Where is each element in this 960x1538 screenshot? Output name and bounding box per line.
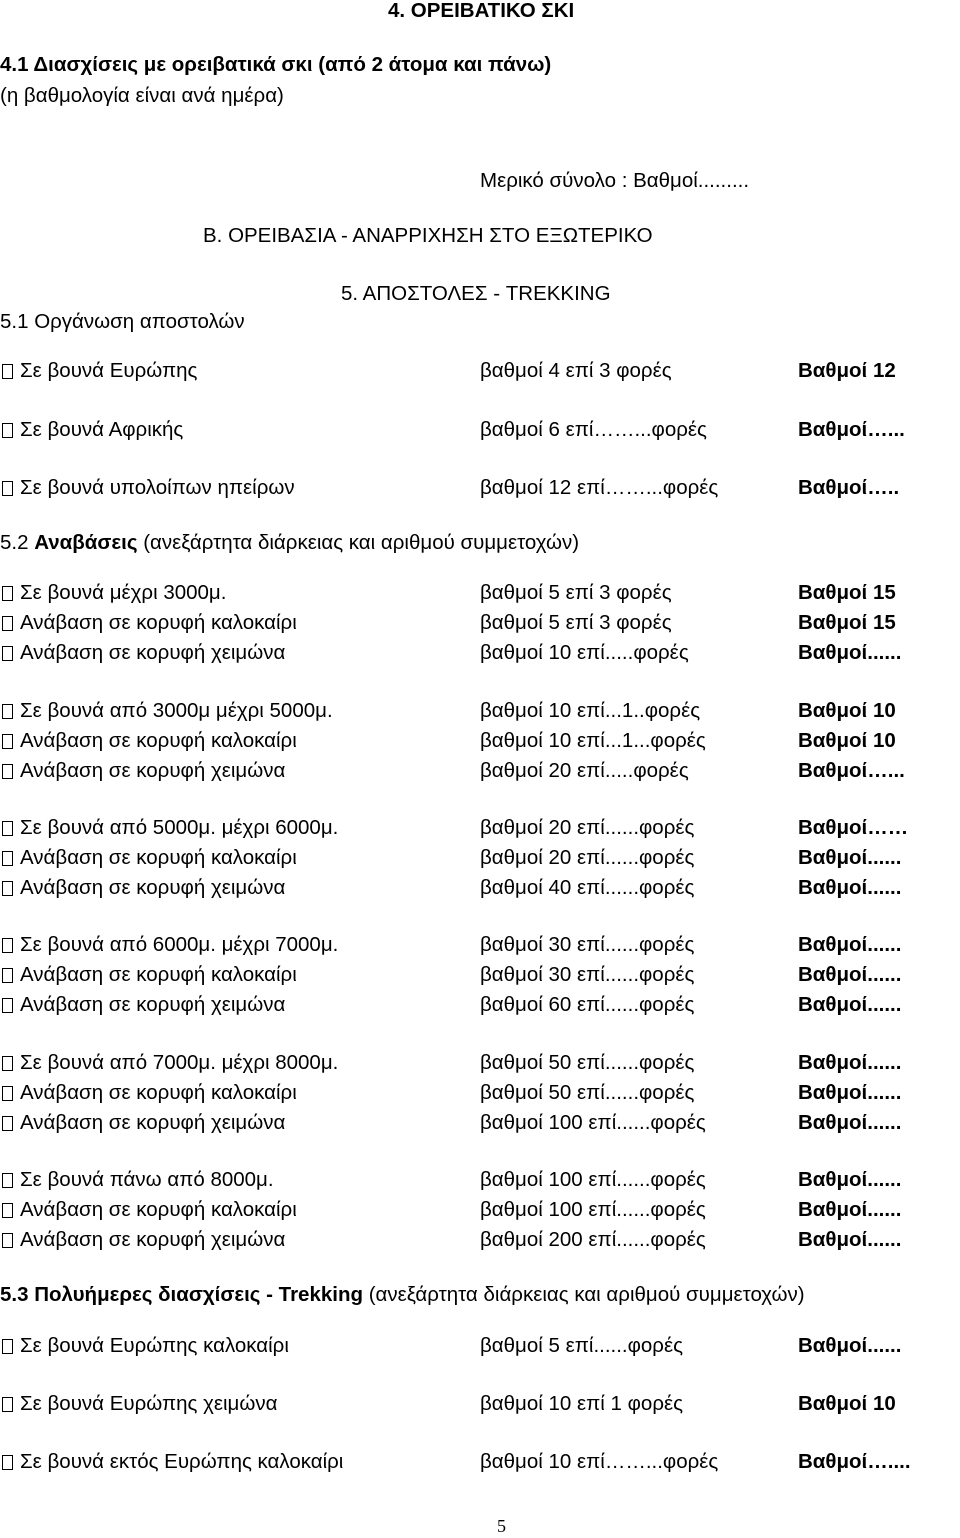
row-label [0,583,226,604]
row-label [0,361,197,382]
checkbox-bullet-icon [2,423,13,438]
checkbox-bullet-icon [2,968,13,983]
row-label-text: Ανάβαση σε κορυφή χειμώνα [20,1111,286,1134]
row-label-text: Ανάβαση σε κορυφή χειμώνα [20,876,286,899]
list-item [0,761,960,785]
row-formula: βαθμοί 100 επί......φορές [480,1111,706,1134]
checkbox-bullet-icon [2,821,13,836]
row-label-text: Σε βουνά από 7000μ. μέχρι 8000μ. [20,1051,339,1074]
row-result: Βαθμοί….... [798,1450,911,1473]
row-label-text: Ανάβαση σε κορυφή καλοκαίρι [20,1198,297,1221]
row-label [0,878,285,899]
row-label [0,1200,297,1221]
s41-title: 4.1 Διασχίσεις με ορειβατικά σκι (από 2 άτομα και πάνω) [0,53,552,76]
row-label-text: Ανάβαση σε κορυφή καλοκαίρι [20,1081,297,1104]
row-label-text: Ανάβαση σε κορυφή καλοκαίρι [20,729,297,752]
section4-title: 4. ΟΡΕΙΒΑΤΙΚΟ ΣΚΙ [388,0,575,22]
checkbox-bullet-icon [2,1397,13,1412]
row-result: Βαθμοί 10 [798,699,896,722]
list-item [0,965,960,989]
row-label-text: Σε βουνά Ευρώπης [20,359,198,382]
checkbox-bullet-icon [2,616,13,631]
row-label-text: Σε βουνά Ευρώπης καλοκαίρι [20,1334,289,1357]
row-label [0,761,285,782]
row-label [0,1170,274,1191]
row-formula: βαθμοί 30 επί......φορές [480,963,695,986]
list-item [0,701,960,725]
row-label [0,701,333,722]
row-result: Βαθμοί...... [798,933,902,956]
row-result: Βαθμοί 10 [798,1392,896,1415]
list-item [0,613,960,637]
row-label-text: Ανάβαση σε κορυφή χειμώνα [20,1228,286,1251]
row-formula: βαθμοί 40 επί......φορές [480,876,695,899]
list-item [0,935,960,959]
row-formula: βαθμοί 5 επί 3 φορές [480,611,672,634]
row-result: Βαθμοί...... [798,641,902,664]
row-formula: βαθμοί 10 επί……...φορές [480,1450,719,1473]
s52-number: 5.2 [0,531,29,554]
row-result: Βαθμοί…... [798,759,905,782]
list-item [0,995,960,1019]
row-result: Βαθμοί...... [798,1334,902,1357]
checkbox-bullet-icon [2,998,13,1013]
checkbox-bullet-icon [2,764,13,779]
s52-title [0,533,579,554]
list-item [0,818,960,842]
row-label [0,1336,289,1357]
row-label [0,1083,297,1104]
row-label-text: Ανάβαση σε κορυφή καλοκαίρι [20,611,297,634]
row-label [0,1053,338,1074]
checkbox-bullet-icon [2,1339,13,1354]
row-formula: βαθμοί 100 επί......φορές [480,1168,706,1191]
list-item [0,583,960,607]
row-label [0,995,285,1016]
row-label [0,731,297,752]
row-label [0,613,297,634]
checkbox-bullet-icon [2,1203,13,1218]
list-item [0,1083,960,1107]
row-label [0,935,338,956]
row-formula: βαθμοί 20 επί......φορές [480,816,695,839]
checkbox-bullet-icon [2,1455,13,1470]
list-item [0,1452,960,1476]
row-formula: βαθμοί 20 επί.....φορές [480,759,689,782]
list-item [0,1200,960,1224]
row-result: Βαθμοί...... [798,1051,902,1074]
row-label-text: Ανάβαση σε κορυφή χειμώνα [20,993,286,1016]
list-item [0,1394,960,1418]
row-label-text: Σε βουνά υπολοίπων ηπείρων [20,476,295,499]
row-result: Βαθμοί 15 [798,581,896,604]
list-item [0,1336,960,1360]
subtotal: Μερικό σύνολο : Βαθμοί......... [480,169,750,192]
row-formula: βαθμοί 12 επί……...φορές [480,476,719,499]
row-label-text: Ανάβαση σε κορυφή χειμώνα [20,641,286,664]
row-result: Βαθμοί...... [798,993,902,1016]
row-result: Βαθμοί 10 [798,729,896,752]
s52-title-bold: Αναβάσεις [34,531,138,554]
row-label-text: Σε βουνά εκτός Ευρώπης καλοκαίρι [20,1450,344,1473]
row-result: Βαθμοί….. [798,476,900,499]
row-formula: βαθμοί 20 επί......φορές [480,846,695,869]
section5-title: 5. ΑΠΟΣΤΟΛΕΣ - TREKKING [341,282,611,305]
list-item [0,1230,960,1254]
list-item [0,643,960,667]
list-item [0,420,960,444]
row-result: Βαθμοί...... [798,1081,902,1104]
checkbox-bullet-icon [2,734,13,749]
checkbox-bullet-icon [2,1116,13,1131]
row-formula: βαθμοί 10 επί...1..φορές [480,699,701,722]
checkbox-bullet-icon [2,938,13,953]
row-label-text: Σε βουνά από 5000μ. μέχρι 6000μ. [20,816,339,839]
row-formula: βαθμοί 200 επί......φορές [480,1228,706,1251]
row-label [0,1113,285,1134]
row-label [0,643,285,664]
row-result: Βαθμοί...... [798,1228,902,1251]
row-formula: βαθμοί 10 επί 1 φορές [480,1392,684,1415]
checkbox-bullet-icon [2,1173,13,1188]
checkbox-bullet-icon [2,646,13,661]
row-formula: βαθμοί 5 επί 3 φορές [480,581,672,604]
row-formula: βαθμοί 100 επί......φορές [480,1198,706,1221]
list-item [0,848,960,872]
list-item [0,1113,960,1137]
row-label-text: Σε βουνά Ευρώπης χειμώνα [20,1392,278,1415]
list-item [0,878,960,902]
checkbox-bullet-icon [2,1233,13,1248]
row-result: Βαθμοί...... [798,1198,902,1221]
row-label [0,848,297,869]
s53-title-bold: 5.3 Πολυήμερες διασχίσεις - Trekking [0,1283,363,1306]
row-label-text: Σε βουνά Αφρικής [20,418,184,441]
row-formula: βαθμοί 50 επί......φορές [480,1051,695,1074]
row-formula: βαθμοί 10 επί.....φορές [480,641,689,664]
checkbox-bullet-icon [2,364,13,379]
row-result: Βαθμοί...... [798,963,902,986]
row-label [0,478,295,499]
s51-title: 5.1 Οργάνωση αποστολών [0,310,245,333]
checkbox-bullet-icon [2,1056,13,1071]
row-result: Βαθμοί…… [798,816,909,839]
row-label [0,1452,343,1473]
row-formula: βαθμοί 6 επί……...φορές [480,418,707,441]
list-item [0,478,960,502]
row-formula: βαθμοί 30 επί......φορές [480,933,695,956]
row-label-text: Σε βουνά από 3000μ μέχρι 5000μ. [20,699,333,722]
row-result: Βαθμοί 12 [798,359,896,382]
row-label-text: Ανάβαση σε κορυφή καλοκαίρι [20,846,297,869]
row-result: Βαθμοί...... [798,876,902,899]
page-number: 5 [497,1516,506,1536]
checkbox-bullet-icon [2,586,13,601]
row-label-text: Σε βουνά από 6000μ. μέχρι 7000μ. [20,933,339,956]
row-result: Βαθμοί...... [798,846,902,869]
row-result: Βαθμοί...... [798,1111,902,1134]
row-formula: βαθμοί 4 επί 3 φορές [480,359,672,382]
s53-title-rest: (ανεξάρτητα διάρκειας και αριθμού συμμετοχών) [368,1283,805,1306]
row-label-text: Ανάβαση σε κορυφή καλοκαίρι [20,963,297,986]
s53-title [0,1285,805,1306]
row-result: Βαθμοί…... [798,418,905,441]
checkbox-bullet-icon [2,704,13,719]
row-label-text: Ανάβαση σε κορυφή χειμώνα [20,759,286,782]
list-item [0,731,960,755]
row-label [0,965,297,986]
list-item [0,1170,960,1194]
row-formula: βαθμοί 5 επί......φορές [480,1334,683,1357]
row-formula: βαθμοί 50 επί......φορές [480,1081,695,1104]
checkbox-bullet-icon [2,481,13,496]
checkbox-bullet-icon [2,1086,13,1101]
row-label [0,1230,285,1251]
row-label-text: Σε βουνά μέχρι 3000μ. [20,581,227,604]
list-item [0,361,960,385]
s41-note: (η βαθμολογία είναι ανά ημέρα) [0,84,284,107]
checkbox-bullet-icon [2,881,13,896]
row-formula: βαθμοί 60 επί......φορές [480,993,695,1016]
row-formula: βαθμοί 10 επί...1...φορές [480,729,706,752]
row-label-text: Σε βουνά πάνω από 8000μ. [20,1168,274,1191]
checkbox-bullet-icon [2,851,13,866]
row-label [0,420,183,441]
partB-title: Β. ΟΡΕΙΒΑΣΙΑ - ΑΝΑΡΡΙΧΗΣΗ ΣΤΟ ΕΞΩΤΕΡΙΚΟ [203,224,653,247]
s52-title-rest: (ανεξάρτητα διάρκειας και αριθμού συμμετοχών) [143,531,580,554]
row-result: Βαθμοί...... [798,1168,902,1191]
row-label [0,1394,277,1415]
row-label [0,818,338,839]
row-result: Βαθμοί 15 [798,611,896,634]
list-item [0,1053,960,1077]
